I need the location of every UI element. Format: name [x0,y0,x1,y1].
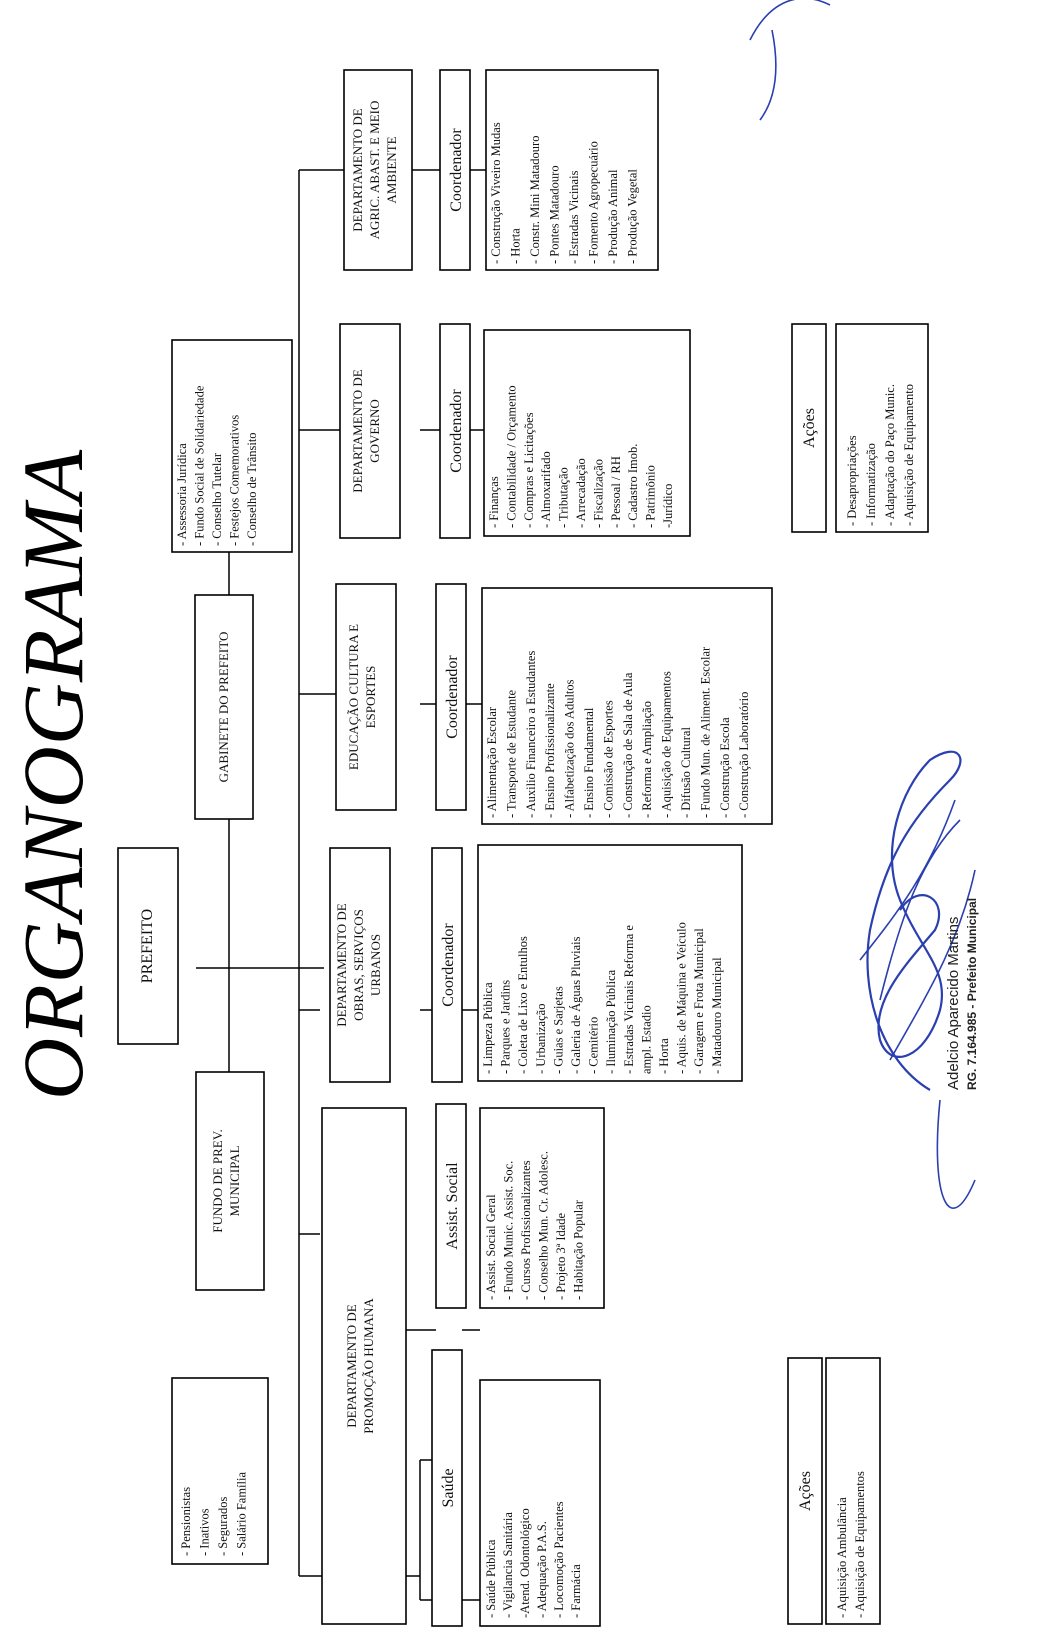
obras-title-line: DEPARTAMENTO DE [334,903,349,1027]
governo-item-line: - Tributação [556,467,571,528]
obras-item-line: - Parques e Jardins [498,979,513,1074]
agric-item-line: - Fomento Agropecuário [586,141,601,264]
agric-item-line: - Pontes Matadouro [547,165,562,264]
obras-item-line: - Aquis. de Máquina e Veículo [674,922,689,1074]
educacao-item-line: - Auxilio Financeiro a Estudantes [523,650,538,818]
fundo-title-line: FUNDO DE PREV. [210,1129,225,1233]
governo-title-line: GOVERNO [367,399,382,463]
governo-coord-label: Coordenador [448,389,465,473]
educacao-item-line: - Difusão Cultural [679,727,693,818]
obras-item-line: - Horta [657,1038,671,1074]
obras-item-line: - Estradas Vicinais Reforma e [621,925,636,1074]
saude-item-line: - Vigilancia Sanitária [501,1512,515,1618]
promocao-title-line: PROMOÇÃO HUMANA [361,1298,376,1434]
signature-name: Adelcio Aparecido Martins [945,916,962,1090]
acoes-right-item-line: - Aquisição de Equipamento [902,384,916,526]
gabinete-title: GABINETE DO PREFEITO [216,631,231,783]
educacao-item-line: - Reforma e Ampliação [640,701,655,818]
fundo-item-line: - Segurados [216,1496,230,1556]
educacao-item-line: - Fundo Mun. de Aliment. Escolar [698,646,713,818]
agric-item-line: - Estradas Vicinais [567,170,581,264]
acoes-left-label: Ações [797,1471,814,1511]
fundo-item-line: - Salário Família [234,1471,249,1556]
obras-item-line: - Urbanização [533,1003,548,1074]
agric-title-line: AMBIENTE [384,136,399,204]
signature-rg: RG. 7.164.985 - Prefeito Municipal [965,897,979,1090]
acoes-right-item-line: - Desapropriações [845,435,859,526]
saude-item-line: -Atend. Odontológico [518,1508,532,1618]
fundo-title-line: MUNICIPAL [227,1145,242,1217]
educacao-item-line: - Alimentação Escolar [485,706,499,818]
educacao-title-line: ESPORTES [363,665,378,729]
acoes-left-item-line: - Aquisição de Equipamentos [853,1471,867,1618]
saude-item-line: - Farmácia [569,1564,583,1618]
obras-coord-label: Coordenador [440,923,457,1007]
acoes-right-item-line: - Informatização [864,443,878,526]
obras-item-line: - Coleta de Lixo e Entulhos [516,936,531,1074]
agric-item-line: - Produção Animal [606,169,620,264]
educacao-item-line: - Construção Laboratório [737,691,752,818]
saude-label: Saúde [440,1468,457,1508]
obras-item-line: - Garagem e Frota Municipal [692,928,707,1074]
educacao-item-line: - Construção Escola [717,717,732,818]
assist-item-line: - Habitação Popular [571,1200,586,1300]
educacao-item-line: - Construção de Sala de Aula [620,672,635,818]
gabinete-item-line: - Conselho Tutelar [210,452,224,546]
governo-item-line: - Arrecadação [574,458,588,528]
obras-item-line: - Guias e Sarjetas [551,986,566,1074]
gabinete-item-line: - Conselho de Trânsito [245,432,259,546]
educacao-coord-label: Coordenador [444,655,461,739]
governo-item-line: - Pessoal / RH [608,456,623,528]
governo-item-line: - Almoxarifado [539,451,554,528]
assist-item-line: - Fundo Munic. Assist. Soc. [501,1160,516,1300]
educacao-item-line: - Ensino Profissionalizante [543,683,558,818]
page-title: ORGANOGRAMA [5,448,101,1100]
assist-item-line: - Conselho Mun. Cr. Adolesc. [536,1151,551,1300]
acoes-right-label: Ações [801,408,818,448]
assist-item-line: - Projeto 3ª Idade [554,1212,568,1300]
governo-item-line: - Fiscalização [591,458,606,528]
governo-item-line: - Compras e Licitações [521,412,536,528]
acoes-left-item-line: - Aquisição Ambulância [835,1497,849,1618]
saude-item-line: - Locomoção Pacientes [552,1501,566,1618]
prefeito-label: PREFEITO [139,908,156,984]
obras-item-line: ampl. Estadio [639,1005,654,1074]
governo-item-line: -Jurídico [661,483,675,528]
governo-item-line: - Contabilidade / Orçamento [504,385,519,528]
agric-item-line: - Construção Viveiro Mudas [489,122,503,264]
saude-item-line: - Adequação P.A.S. [535,1521,549,1618]
gabinete-item-line: - Fundo Social de Solidariedade [192,385,207,546]
educacao-item-line: - Transporte de Estudante [504,689,519,818]
educacao-item-line: - Alfabetização dos Adultos [562,679,577,818]
fundo-item-line: - Pensionistas [179,1486,193,1556]
gabinete-item-line: - Festejos Comemorativos [227,414,242,546]
governo-item-line: - Cadastro Imob. [626,443,641,528]
educacao-item-line: - Aquisição de Equipamentos [659,671,674,818]
obras-item-line: - Cemitério [586,1016,601,1074]
agric-title-line: AGRIC. ABAST. E MEIO [367,100,382,240]
promocao-title-line: DEPARTAMENTO DE [344,1304,359,1428]
governo-title-line: DEPARTAMENTO DE [350,369,365,493]
educacao-item-line: - Ensino Fundamental [582,707,596,818]
assist-item-line: - Cursos Profissionalizantes [519,1160,533,1300]
obras-item-line: - Galeria de Águas Pluviais [569,936,583,1074]
governo-item-line: - Patrimônio [643,465,658,528]
obras-item-line: - Limpeza Pública [481,982,495,1074]
obras-title-line: URBANOS [368,933,383,997]
educacao-title-line: EDUCAÇÃO CULTURA E [346,623,361,771]
agric-item-line: - Produção Vegetal [625,169,640,264]
fundo-item-line: - Inativos [197,1508,212,1556]
agric-item-line: - Constr. Mini Matadouro [528,135,542,264]
obras-title-line: OBRAS, SERVIÇOS [351,909,366,1021]
governo-item-line: - Finanças [487,476,501,528]
agric-coord-label: Coordenador [448,128,465,212]
obras-item-line: - Matadouro Municipal [709,957,724,1074]
agric-item-line: - Horta [508,228,523,264]
saude-item-line: - Saúde Pública [484,1539,498,1618]
assist-item-line: - Assist. Social Geral [484,1194,498,1300]
agric-title-line: DEPARTAMENTO DE [350,108,365,232]
gabinete-item-line: - Assessoria Jurídica [175,443,189,546]
assist-label: Assist. Social [444,1162,461,1250]
signature-scribble [750,0,975,1208]
obras-item-line: - Iluminação Pública [604,969,619,1074]
educacao-item-line: - Comissão de Esportes [601,700,616,818]
acoes-right-item-line: - Adaptação do Paço Munic. [883,384,897,526]
